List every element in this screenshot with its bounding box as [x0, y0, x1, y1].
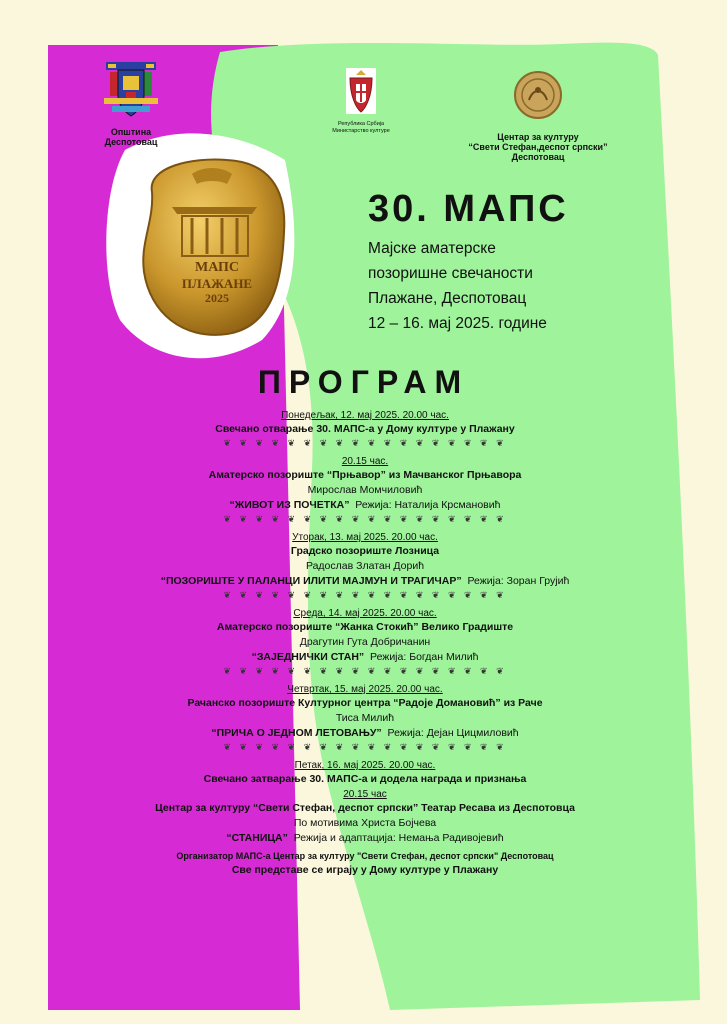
day-1-time-2: 20.15 час. [341, 456, 389, 467]
day-2-play: “ПОЗОРИШТЕ У ПАЛАНЦИ ИЛИТИ МАЈМУН И ТРАГИЧАР” [160, 575, 462, 587]
culture-center-seal-icon [513, 70, 563, 120]
festival-subtitle-3: Плажане, Деспотовац [368, 290, 527, 307]
culture-center-seal [505, 70, 571, 136]
day-5-theatre: Центар за културу “Свети Стефан, деспот српски” Театар Ресава из Деспотовца [155, 802, 575, 814]
schedule [150, 408, 580, 878]
program-heading: ПРОГРАМ [257, 364, 470, 400]
day-4-heading: Четвртак, 15. мај 2025. 20.00 час. [287, 684, 443, 695]
municipality-logo [96, 58, 166, 147]
day-4-play: “ПРИЧА О ЈЕДНОМ ЛЕТОВАЊУ” [211, 727, 382, 739]
culture-center-caption-3: Деспотовац [511, 152, 565, 162]
footer-venue: Све представе се играју у Дому културе у Плажану [231, 864, 499, 876]
coin [132, 152, 292, 342]
day-1-opening: Свечано отварање 30. МАПС-а у Дому културе у Плажану [215, 423, 515, 435]
day-1-heading: Понедељак, 12. мај 2025. 20.00 час. [281, 410, 449, 421]
festival-title: 30. МАПС [368, 188, 569, 230]
day-2-author: Радослав Златан Дорић [305, 560, 425, 572]
coin-line-1: МАПС [195, 260, 239, 275]
gold-coin-icon [132, 152, 292, 342]
culture-center-caption-2: “Свети Стефан,деспот српски” [468, 142, 608, 152]
day-3-play: “ЗАЈЕДНИЧКИ СТАН” [251, 651, 365, 663]
culture-center-caption-1: Центар за културу [497, 132, 579, 142]
municipality-caption-2: Деспотовац [104, 137, 158, 147]
day-5-play: “СТАНИЦА” [226, 832, 288, 844]
coin-line-2: ПЛАЖАНЕ [181, 276, 253, 291]
day-4-director: Режија: Дејан Цицмиловић [387, 727, 519, 739]
day-1-director: Режија: Наталија Крсмановић [355, 499, 501, 511]
municipality-coat-of-arms-icon [96, 58, 166, 122]
ministry-logo [326, 66, 396, 135]
day-1-play: “ЖИВОТ ИЗ ПОЧЕТКА” [229, 499, 350, 511]
day-1-author: Мирослав Момчиловић [307, 484, 423, 496]
festival-dates: 12 – 16. мај 2025. године [368, 315, 547, 332]
separator-3: ❦ ❦ ❦ ❦ ❦ ❦ ❦ ❦ ❦ ❦ ❦ ❦ ❦ ❦ ❦ ❦ ❦ ❦ [223, 590, 507, 600]
day-1-theatre: Аматерско позориште “Прњавор” из Мачванског Прњавора [208, 469, 522, 481]
day-5-heading: Петак, 16. мај 2025. 20.00 час. [294, 760, 436, 771]
day-5-closing: Свечано затварање 30. МАПС-а и додела награда и признања [203, 773, 527, 785]
separator-5: ❦ ❦ ❦ ❦ ❦ ❦ ❦ ❦ ❦ ❦ ❦ ❦ ❦ ❦ ❦ ❦ ❦ ❦ [223, 742, 507, 752]
festival-subtitle-2: позоришне свечаности [368, 265, 533, 282]
day-3-theatre: Аматерско позориште “Жанка Стокић” Велико Градиште [216, 621, 514, 633]
ministry-caption-1: Република Србија [337, 121, 385, 127]
separator-4: ❦ ❦ ❦ ❦ ❦ ❦ ❦ ❦ ❦ ❦ ❦ ❦ ❦ ❦ ❦ ❦ ❦ ❦ [223, 666, 507, 676]
day-2-theatre: Градско позориште Лозница [290, 545, 440, 557]
day-5-author: По мотивима Христа Бојчева [293, 817, 437, 829]
separator-2: ❦ ❦ ❦ ❦ ❦ ❦ ❦ ❦ ❦ ❦ ❦ ❦ ❦ ❦ ❦ ❦ ❦ ❦ [223, 514, 507, 524]
day-4-theatre: Рачанско позориште Културног центра “Радоје Домановић” из Раче [187, 697, 543, 709]
coin-line-3: 2025 [205, 291, 229, 305]
festival-subtitle-1: Мајске аматерске [368, 240, 496, 257]
day-5-director: Режија и адаптација: Немања Радивојевић [293, 832, 504, 844]
day-2-heading: Уторак, 13. мај 2025. 20.00 час. [292, 532, 438, 543]
footer-organizer: Организатор МАПС-а Центар за културу "Свети Стефан, деспот српски" Деспотовац [176, 851, 554, 861]
coin-inscription [170, 260, 264, 305]
day-5-time-2: 20.15 час [343, 789, 387, 800]
day-3-heading: Среда, 14. мај 2025. 20.00 час. [293, 608, 437, 619]
day-4-author: Тиса Милић [335, 712, 395, 724]
day-2-director: Режија: Зоран Грујић [467, 575, 570, 587]
municipality-caption-1: Општина [110, 127, 152, 137]
ministry-caption-2: Министарство културе [332, 128, 390, 134]
day-3-director: Режија: Богдан Милић [370, 651, 479, 663]
serbia-coat-of-arms-icon [326, 66, 396, 116]
day-3-author: Драгутин Гута Добричанин [299, 636, 431, 648]
separator-1: ❦ ❦ ❦ ❦ ❦ ❦ ❦ ❦ ❦ ❦ ❦ ❦ ❦ ❦ ❦ ❦ ❦ ❦ [223, 438, 507, 448]
culture-center-caption [440, 132, 636, 162]
